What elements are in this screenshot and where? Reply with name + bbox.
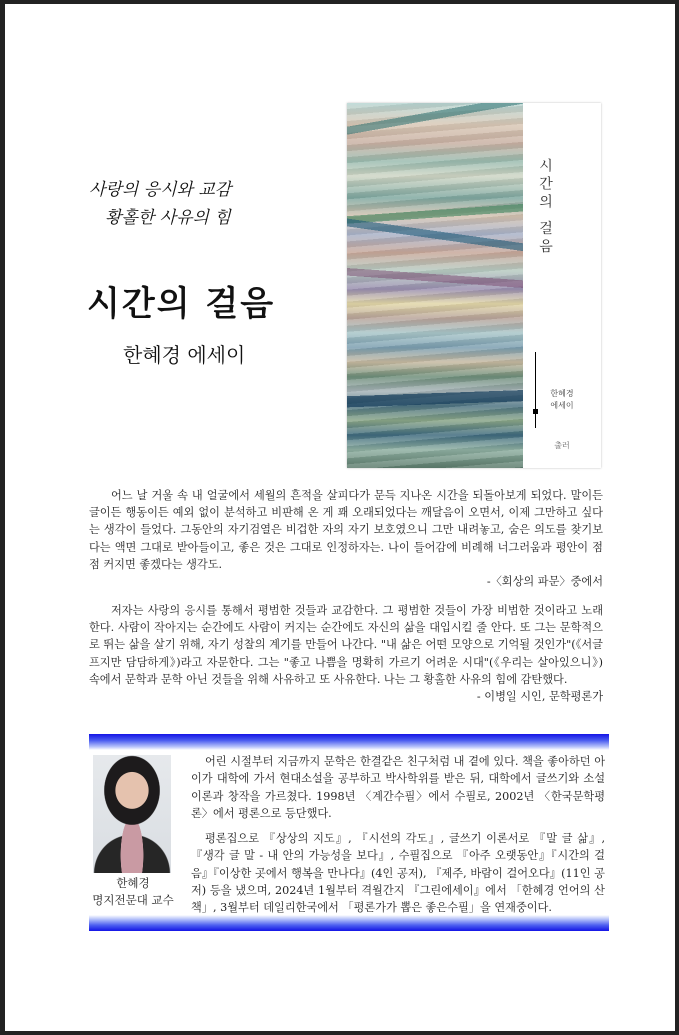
- book-title: 시간의 걸음: [87, 284, 276, 324]
- excerpt-block: [89, 487, 603, 590]
- excerpt-source: -〈회상의 파문〉중에서: [486, 575, 603, 589]
- author-caption: [89, 875, 177, 909]
- author-photo: [93, 755, 171, 873]
- cover-artwork: [347, 103, 523, 468]
- author-bio-2: [191, 830, 605, 916]
- bio-paragraph-2: 평론집으로 『상상의 지도』, 『시선의 각도』, 글쓰기 이론서로 『말 글 삶』, 『생각 글 말 - 내 안의 가능성을 보다』, 수필집으로 『아주 오랫동안』『시간의 걸음』『이상한 곳에서 행복을 만나다』(4인 공저), 『제주, 바람이 걸어오다』(11인 공저) 등을 냈으며, 2024년 1월부터 격월간지 『그린에세이』에서 「한혜경 언어의 산책」, 3월부터 데일리한국에서 「평론가가 뽑은 좋은수필」을 연재중이다.: [191, 832, 605, 915]
- bio-paragraph-1: 어린 시절부터 지금까지 문학은 한결같은 친구처럼 내 곁에 있다. 책을 좋아하던 아이가 대학에 가서 현대소설을 공부하고 박사학위를 받은 뒤, 대학에서 글쓰기와 소설이론과 창작을 가르쳤다. 1998년 〈계간수필〉에서 수필로, 2002년 〈한국문학평론〉에서 평론으로 등단했다.: [191, 755, 605, 820]
- tagline: [89, 176, 231, 232]
- divider-bar-bottom: [89, 915, 609, 931]
- tagline-line-2: 황홀한 사유의 힘: [105, 208, 231, 228]
- cover-vertical-title: 시간의 걸음: [537, 158, 553, 257]
- author-affiliation: 명지전문대 교수: [92, 893, 174, 907]
- book-subtitle: 한혜경 에세이: [123, 343, 246, 367]
- publisher-logo: 출러: [554, 441, 570, 450]
- excerpt-paragraph: 어느 날 거울 속 내 얼굴에서 세월의 흔적을 살피다가 문득 지나온 시간을 되돌아보게 되었다. 말이든 글이든 행동이든 예외 없이 분석하고 비판해 온 게 꽤 오래되었다는 깨달음이 오면서, 이제 그만하고 싶다는 생각이 들었다. 그동안의 자기검열은 비겁한 자의 자기 보호였으니 그만 내려놓고, 숨은 의도를 찾기보다는 액면 그대로 받아들이고, 좋은 것은 그대로 인정하자는. 나이 들어감에 비례해 너그러움과 평안이 점점 커지면 좋겠다는 생각도.: [89, 489, 603, 571]
- review-block: [89, 602, 603, 705]
- cover-author-name: 한혜경: [550, 389, 574, 398]
- text-cursor-line: [535, 352, 536, 428]
- divider-bar-top: [89, 734, 609, 750]
- author-name: 한혜경: [116, 876, 150, 890]
- text-cursor-handle: [533, 409, 538, 414]
- reviewer-credit: - 이병일 시인, 문학평론가: [476, 690, 603, 704]
- document-page: [5, 4, 675, 1031]
- book-cover-image: [347, 103, 601, 468]
- cover-author-genre: 에세이: [550, 401, 574, 410]
- author-bio-1: [191, 753, 605, 822]
- review-paragraph: 저자는 사랑의 응시를 통해서 평범한 것들과 교감한다. 그 평범한 것들이 가장 비범한 것이라고 노래한다. 사람이 작아지는 순간에도 사람이 커지는 순간에도 자신의 삶을 대입시킬 줄 안다. 또 그는 문학적으로 뛰는 삶을 살기 위해, 자기 성찰의 계기를 만들어 나간다. "내 삶은 어떤 모양으로 기억될 것인가"(《서글프지만 담담하게》)라고 자문한다. 그는 "좋고 나쁨을 명확히 가르기 어려운 시대"(《우리는 살아있으니》) 속에서 문학과 문학 아닌 것들을 위해 사유하고 또 사유한다. 나는 그 황홀한 사유의 힘에 감탄했다.: [89, 604, 603, 686]
- tagline-line-1: 사랑의 응시와 교감: [89, 180, 232, 200]
